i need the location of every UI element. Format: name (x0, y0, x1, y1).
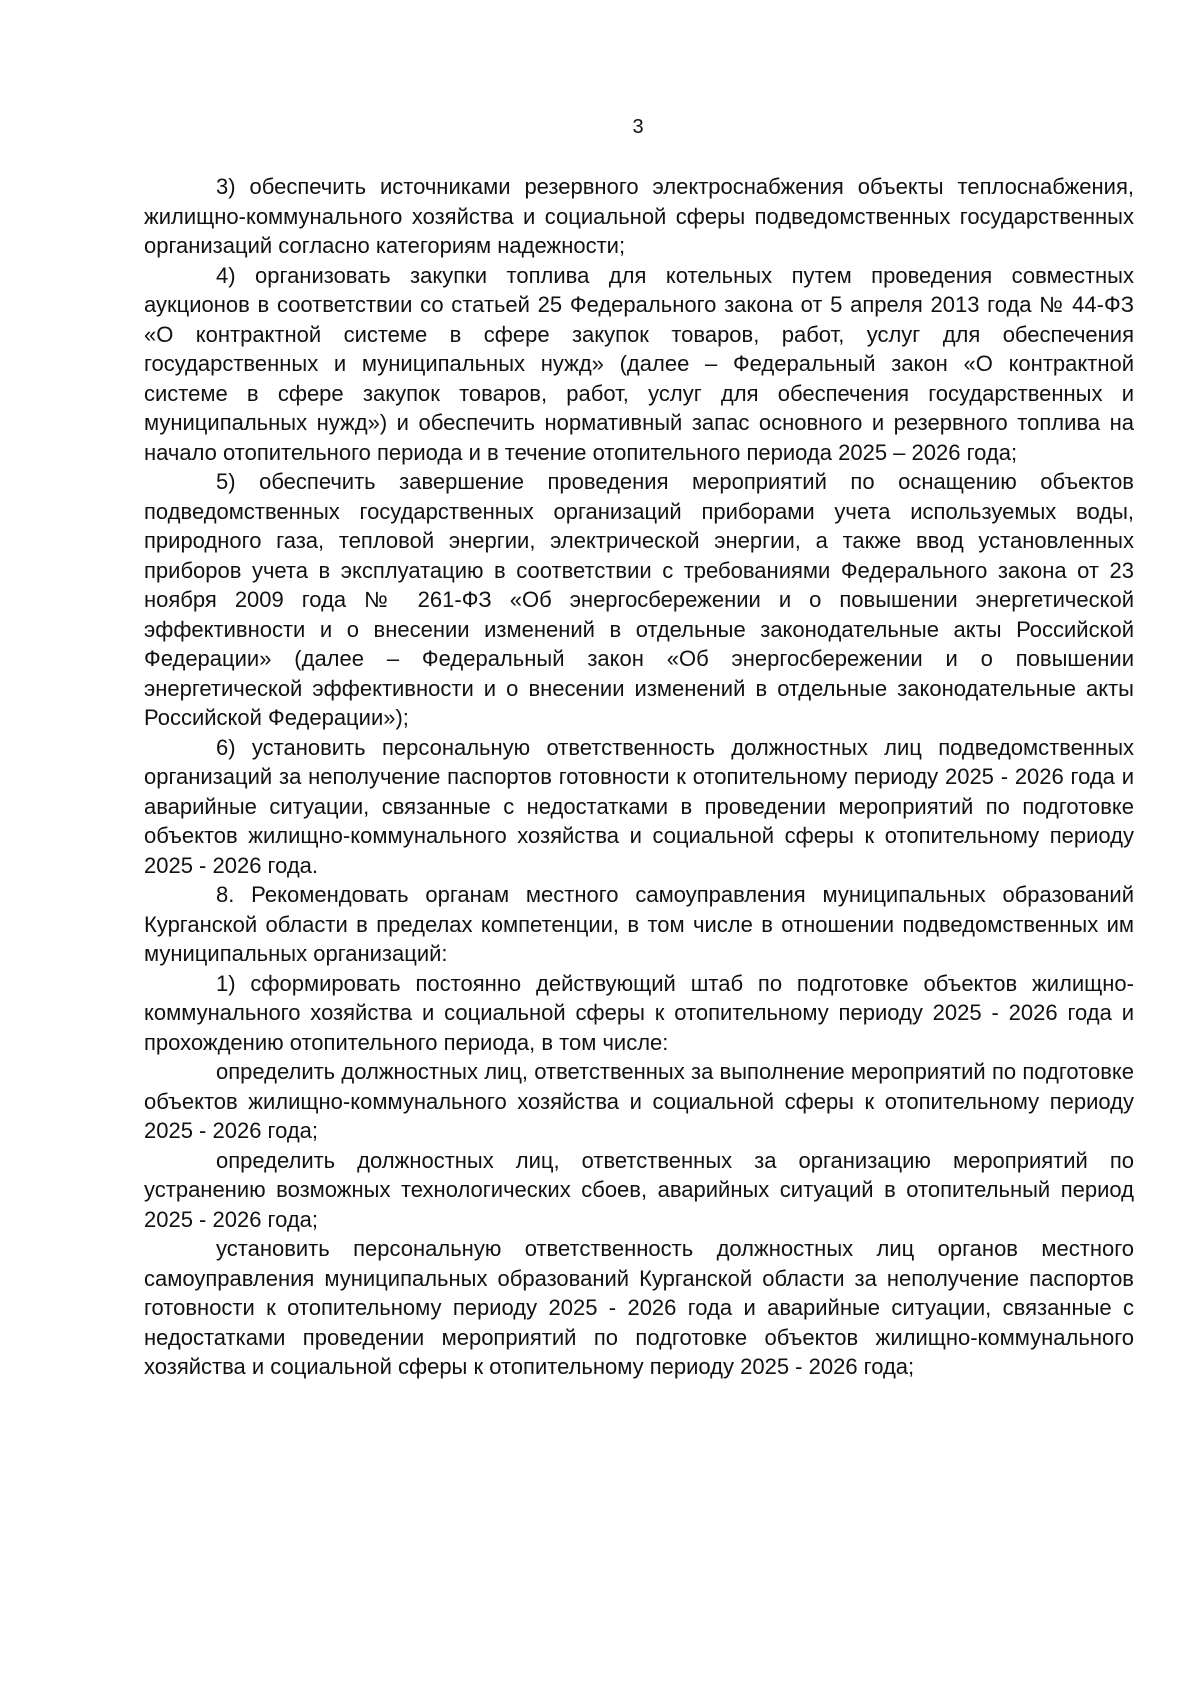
paragraph-assign-incident-officials: определить должностных лиц, ответственных за организацию мероприятий по устранению возможных технологических сбоев, аварийных ситуаций в отопительный период 2025 - 2026 года; (144, 1147, 1134, 1232)
paragraph-item-1-headquarters: 1) сформировать постоянно действующий штаб по подготовке объектов жилищно-коммунального хозяйства и социальной сферы к отопительному периоду 2025 - 2026 года и прохождению отопительного периода, в том числе: (144, 970, 1134, 1055)
document-body (144, 172, 1134, 1382)
paragraph-personal-responsibility: установить персональную ответственность должностных лиц органов местного самоуправления муниципальных образований Курганской области за неполучение паспортов готовности к отопительному периоду 2025 - 2026 года и аварийные ситуации, связанные с недостатками проведении мероприятий по подготовке объектов жилищно-коммунального хозяйства и социальной сферы к отопительному периоду 2025 - 2026 года; (144, 1236, 1134, 1379)
paragraph-item-6-responsibility: 6) установить персональную ответственность должностных лиц подведомственных организаций за неполучение паспортов готовности к отопительному периоду 2025 - 2026 года и аварийные ситуации, связанные с недостатками в проведении мероприятий по подготовке объектов жилищно-коммунального хозяйства и социальной сферы к отопительному периоду 2025 - 2026 года. (144, 734, 1134, 878)
paragraph-item-5-metering: 5) обеспечить завершение проведения мероприятий по оснащению объектов подведомственных государственных организаций приборами учета используемых воды, природного газа, тепловой энергии, электрической энергии, а также ввод установленных приборов учета в эксплуатацию в соответствии с требованиями Федерального закона от 23 ноября 2009 года № 261-ФЗ «Об энергосбережении и о повышении энергетической эффективности и о внесении изменений в отдельные законодательные акты Российской Федерации» (далее – Федеральный закон «Об энергосбережении и о повышении энергетической эффективности и о внесении изменений в отдельные законодательные акты Российской Федерации»); (144, 469, 1134, 730)
paragraph-item-3-reserve-power: 3) обеспечить источниками резервного электроснабжения объекты теплоснабжения, жилищно-коммунального хозяйства и социальной сферы подведомственных государственных организаций согласно категориям надежности; (144, 174, 1134, 258)
paragraph-section-8-recommendation: 8. Рекомендовать органам местного самоуправления муниципальных образований Курганской области в пределах компетенции, в том числе в отношении подведомственных им муниципальных организаций: (144, 882, 1134, 966)
paragraph-assign-officials: определить должностных лиц, ответственных за выполнение мероприятий по подготовке объектов жилищно-коммунального хозяйства и социальной сферы к отопительному периоду 2025 - 2026 года; (144, 1059, 1134, 1143)
page-number: 3 (632, 116, 644, 138)
paragraph-item-4-fuel-purchase: 4) организовать закупки топлива для котельных путем проведения совместных аукционов в соответствии со статьей 25 Федерального закона от 5 апреля 2013 года № 44-ФЗ «О контрактной системе в сфере закупок товаров, работ, услуг для обеспечения государственных и муниципальных нужд» (далее – Федеральный закон «О контрактной системе в сфере закупок товаров, работ, услуг для обеспечения государственных и муниципальных нужд») и обеспечить нормативный запас основного и резервного топлива на начало отопительного периода и в течение отопительного периода 2025 – 2026 года; (144, 262, 1134, 465)
